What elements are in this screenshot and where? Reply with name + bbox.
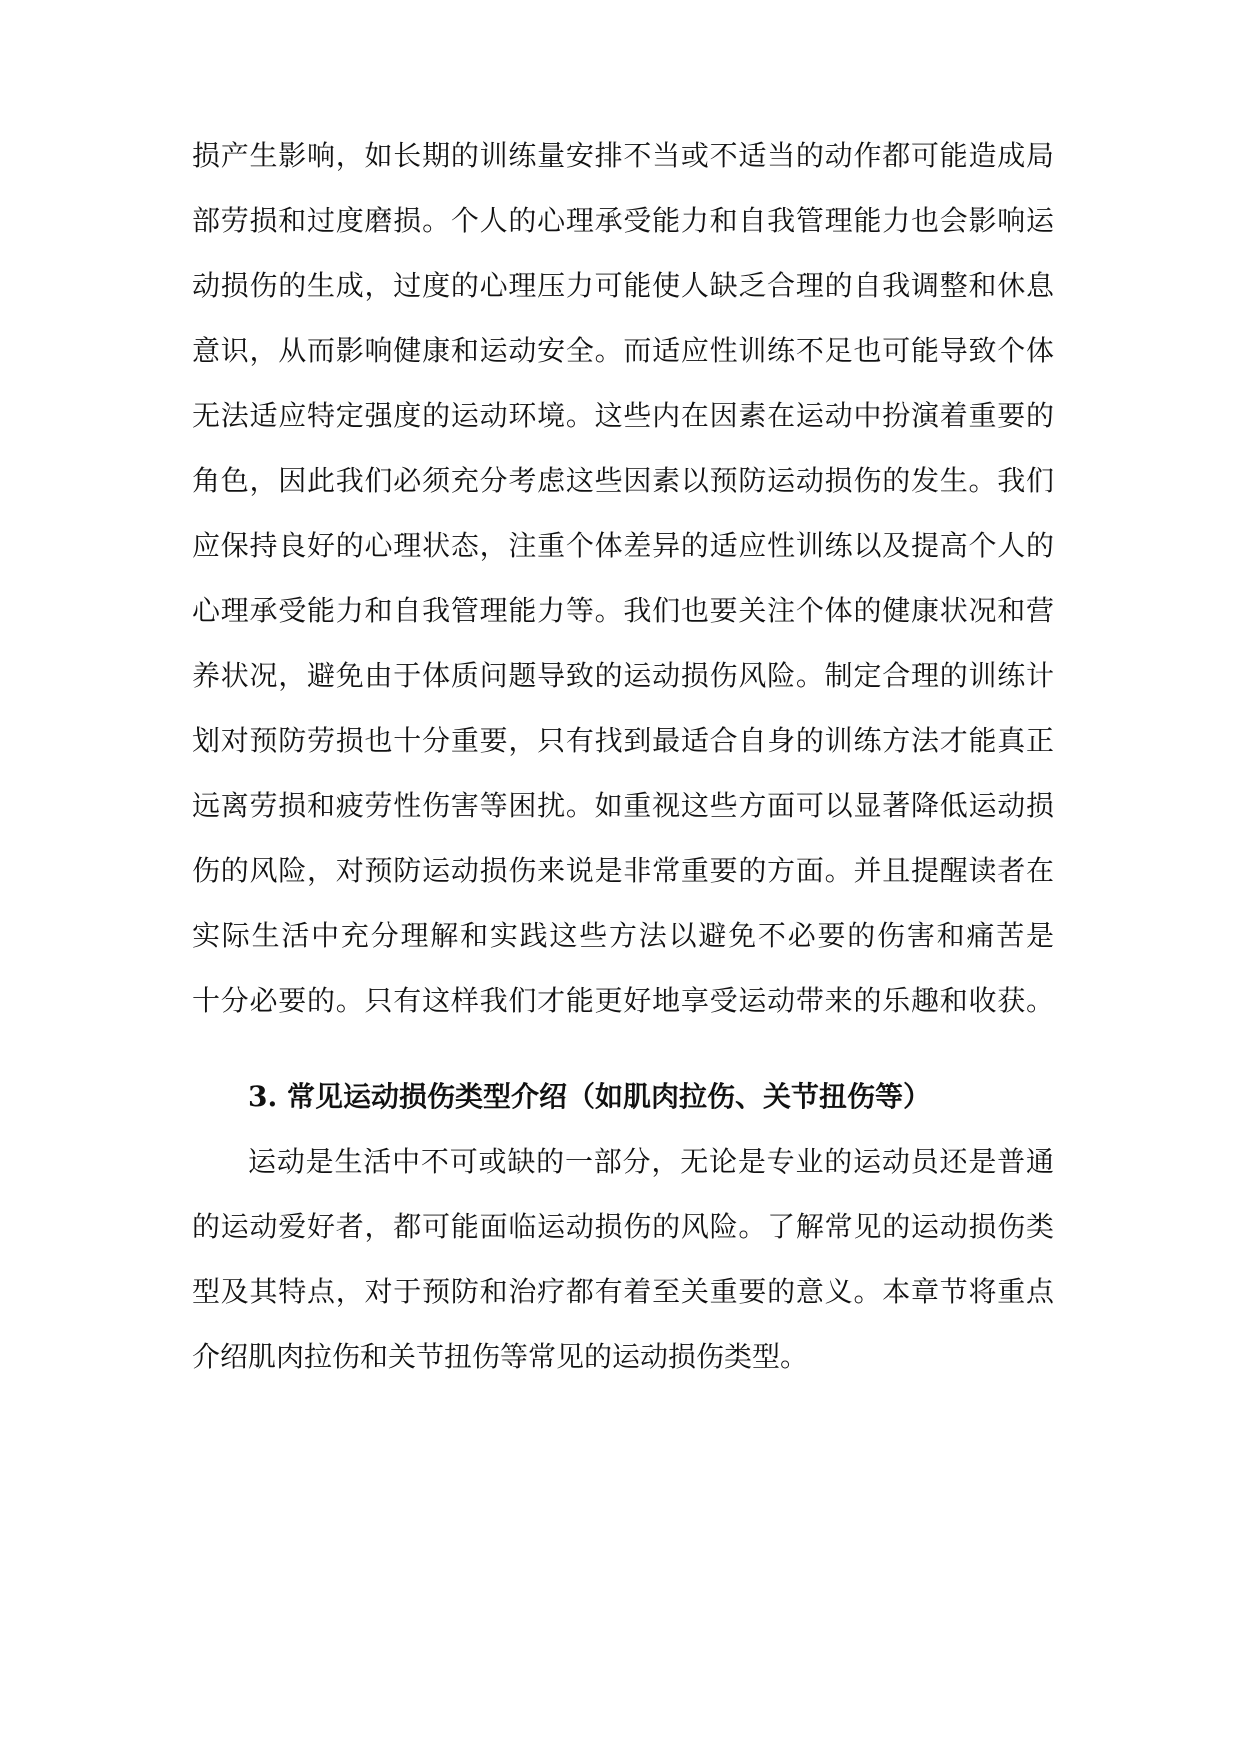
paragraph-line: 介绍肌肉拉伤和关节扭伤等常见的运动损伤类型。 <box>192 1340 809 1373</box>
paragraph-line: 运动是生活中不可或缺的一部分，无论是专业的运动员还是普通 <box>248 1145 1054 1178</box>
paragraph-line: 养状况，避免由于体质问题导致的运动损伤风险。制定合理的训练计 <box>192 659 1054 692</box>
paragraph-line: 心理承受能力和自我管理能力等。我们也要关注个体的健康状况和营 <box>192 594 1054 627</box>
paragraph-line: 应保持良好的心理状态，注重个体差异的适应性训练以及提高个人的 <box>192 529 1054 562</box>
paragraph-line: 无法适应特定强度的运动环境。这些内在因素在运动中扮演着重要的 <box>192 399 1054 432</box>
paragraph-line: 损产生影响，如长期的训练量安排不当或不适当的动作都可能造成局 <box>192 139 1054 172</box>
paragraph-line: 动损伤的生成，过度的心理压力可能使人缺乏合理的自我调整和休息 <box>192 269 1054 302</box>
paragraph-line: 的运动爱好者，都可能面临运动损伤的风险。了解常见的运动损伤类 <box>192 1210 1054 1243</box>
paragraph-line: 实际生活中充分理解和实践这些方法以避免不必要的伤害和痛苦是 <box>192 919 1054 952</box>
paragraph-line: 意识，从而影响健康和运动安全。而适应性训练不足也可能导致个体 <box>192 334 1054 367</box>
paragraph-line: 远离劳损和疲劳性伤害等困扰。如重视这些方面可以显著降低运动损 <box>192 789 1054 822</box>
paragraph-line: 部劳损和过度磨损。个人的心理承受能力和自我管理能力也会影响运 <box>192 204 1054 237</box>
section-heading: 3. 常见运动损伤类型介绍（如肌肉拉伤、关节扭伤等） <box>248 1080 931 1113</box>
paragraph-line: 角色，因此我们必须充分考虑这些因素以预防运动损伤的发生。我们 <box>192 464 1054 497</box>
paragraph-line: 型及其特点，对于预防和治疗都有着至关重要的意义。本章节将重点 <box>192 1275 1054 1308</box>
paragraph-line: 划对预防劳损也十分重要，只有找到最适合自身的训练方法才能真正 <box>192 724 1054 757</box>
paragraph-line: 伤的风险，对预防运动损伤来说是非常重要的方面。并且提醒读者在 <box>192 854 1054 887</box>
paragraph-line: 十分必要的。只有这样我们才能更好地享受运动带来的乐趣和收获。 <box>192 984 1054 1017</box>
